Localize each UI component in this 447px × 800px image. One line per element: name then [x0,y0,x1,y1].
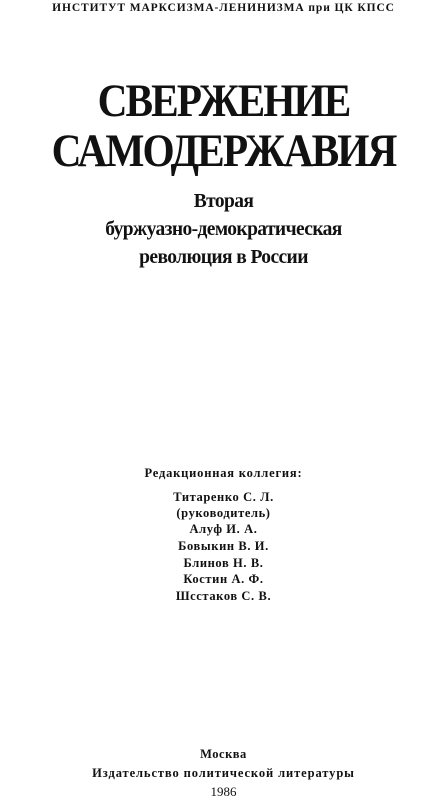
subtitle-line-3: революция в России [139,247,308,268]
imprint-publisher: Издательство политической литературы [92,766,355,780]
editorial-board-member: Алуф И. А. [189,522,258,536]
editorial-board-member: Блинов Н. В. [183,556,264,570]
editorial-board-member: Бовыкин В. И. [178,539,269,553]
imprint-city: Москва [200,747,247,761]
imprint-year: 1986 [210,784,237,799]
subtitle-line-2: буржуазно-демократическая [105,219,342,240]
editorial-board-member: Титаренко С. Л. [173,490,274,504]
editorial-board-member: (руководитель) [176,506,271,520]
book-title-line-2: САМОДЕРЖАВИЯ [51,125,396,177]
book-title-line-1: СВЕРЖЕНИЕ [97,75,350,127]
editorial-board-member: Шсстаков С. В. [175,589,272,603]
editorial-board-member: Костин А. Ф. [183,572,264,586]
institute-header: ИНСТИТУТ МАРКСИЗМА-ЛЕНИНИЗМА при ЦК КПСС [52,2,395,14]
editorial-board-heading: Редакционная коллегия: [144,466,303,480]
subtitle-line-1: Вторая [193,191,254,212]
